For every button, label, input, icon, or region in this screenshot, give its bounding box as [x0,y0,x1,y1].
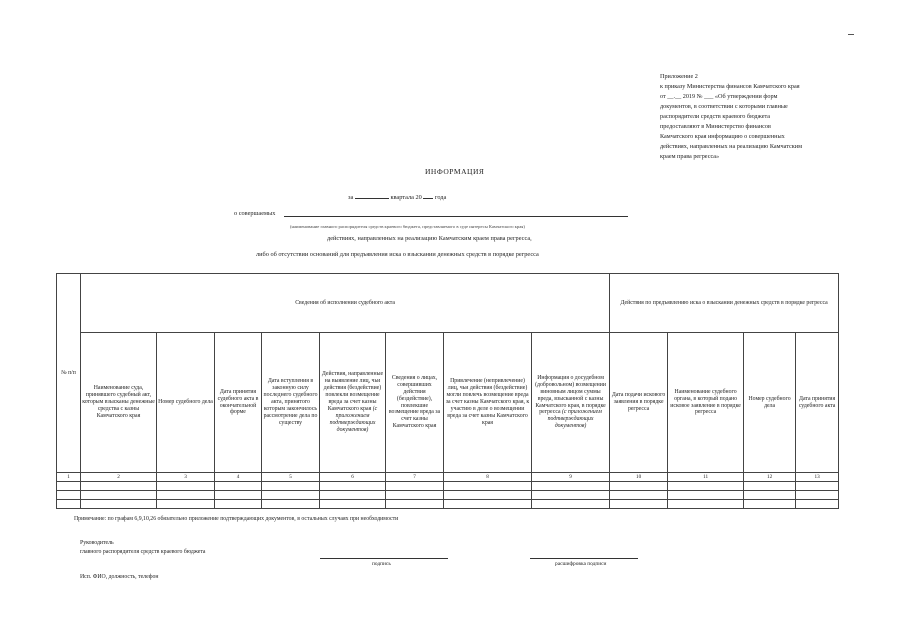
appendix-block [660,72,840,162]
signer-title-line1: Руководитель [80,540,114,546]
col-header-court: Наименование суда, принявшего судебный акт, которым взысканы денежные средства с казны Камчатского края [81,333,157,473]
col-header-pretrial-note: (с приложением подтверждающих документов) [547,409,602,430]
executor-line: Исп. ФИО, должность, телефон [80,574,159,580]
appendix-line: краем права регресса» [660,153,720,160]
col-header-pretrial [532,333,610,473]
col-header-court-body: Наименование судебного органа, в который подано исковое заявление в порядке регресса [668,333,744,473]
appendix-line: предоставляют в Министерство финансов [660,123,771,130]
period-line [348,194,446,201]
period-prefix: за [348,194,354,201]
col-header-actions-text: Действия, направленные на выявление лиц, чьи действия (бездействие) повлекли возмещение вреда за счет казны Камчатского края [321,371,384,412]
period-year-suffix: года [434,194,447,201]
about-label: о совершаемых [234,210,276,217]
col-header-regress-case-number: Номер судебного дела [744,333,796,473]
column-number: 13 [796,473,839,482]
column-number: 10 [610,473,668,482]
footnote: Примечание: по графам 6,9,10,26 обязательно приложение подтверждающих документов, в остальных случаях при необходимости [74,516,399,522]
col-header-pretrial-text: Информация о досудебном (добровольном) возмещении виновным лицом суммы вреда, взысканной с казны Камчатского края, в порядке регресса [535,374,606,416]
signature-line [320,558,448,559]
about-caption: (наименование главного распорядителя средств краевого бюджета, представляемого в суде интересы Камчатского края) [290,224,525,229]
col-header-persons: Сведения о лицах, совершивших действия (бездействие), повлекшие возмещение вреда за счет казны Камчатского края [386,333,444,473]
column-number: 8 [444,473,532,482]
group-header-regress: Действия по предъявлению иска о взыскании денежных средств в порядке регресса [610,274,839,333]
column-number: 6 [320,473,386,482]
col-header-actions [320,333,386,473]
col-header-act-date: Дата принятия судебного акта в окончательной форме [215,333,262,473]
about-fill-line [284,216,628,217]
appendix-line: документов, в соответствии с которыми главные [660,103,788,110]
appendix-line: распорядители средств краевого бюджета [660,113,771,120]
document-title: ИНФОРМАЦИЯ [425,167,485,176]
col-num-header: № п/п [57,274,81,473]
signature-caption: подпись [372,561,391,567]
appendix-line: от __.__ 2019 № ___ «Об утверждении форм [660,93,778,100]
column-number: 3 [157,473,215,482]
appendix-line: к приказу Министерства финансов Камчатского края [660,83,800,90]
about-line3: либо об отсутствии оснований для предъявления иска о взыскании денежных средств в порядке регресса [256,251,539,258]
signer-title-line2: главного распорядителя средств краевого бюджета [80,549,206,555]
table-row [57,500,839,509]
information-table [56,273,839,509]
column-number: 9 [532,473,610,482]
column-number: 5 [262,473,320,482]
decode-caption: расшифровка подписи [555,561,607,567]
col-header-actions-note: (с приложением подтверждающих документов) [329,405,378,433]
col-header-regress-act-date: Дата принятия судебного акта [796,333,839,473]
col-header-involvement: Привлечение (непривлечение) лиц, чьи действия (бездействие) могли повлечь возмещение вреда за счет казны Камчатского края, к участию в деле о возмещении вреда за счет казны Камчатского края [444,333,532,473]
table-row [57,491,839,500]
col-header-case-number: Номер судебного дела [157,333,215,473]
about-line2: действиях, направленных на реализацию Камчатским краем права регресса, [327,235,532,242]
page-edge-mark [848,34,854,35]
col-header-effective-date: Дата вступления в законную силу последнего судебного акта, принятого которым закончилось рассмотрение дела по существу [262,333,320,473]
column-numbers-row [57,473,839,482]
col-header-claim-date: Дата подачи искового заявления в порядке регресса [610,333,668,473]
column-number: 1 [57,473,81,482]
column-number: 12 [744,473,796,482]
column-number: 7 [386,473,444,482]
appendix-line: действиях, направленных на реализацию Камчатским [660,143,803,150]
period-quarter: квартала 20 [390,194,422,201]
column-number: 11 [668,473,744,482]
column-number: 2 [81,473,157,482]
column-number: 4 [215,473,262,482]
group-header-execution: Сведения об исполнении судебного акта [81,274,610,333]
appendix-line: Приложение 2 [660,73,698,80]
appendix-line: Камчатского края информацию о совершенных [660,133,785,140]
decode-line [530,558,638,559]
table-row [57,482,839,491]
